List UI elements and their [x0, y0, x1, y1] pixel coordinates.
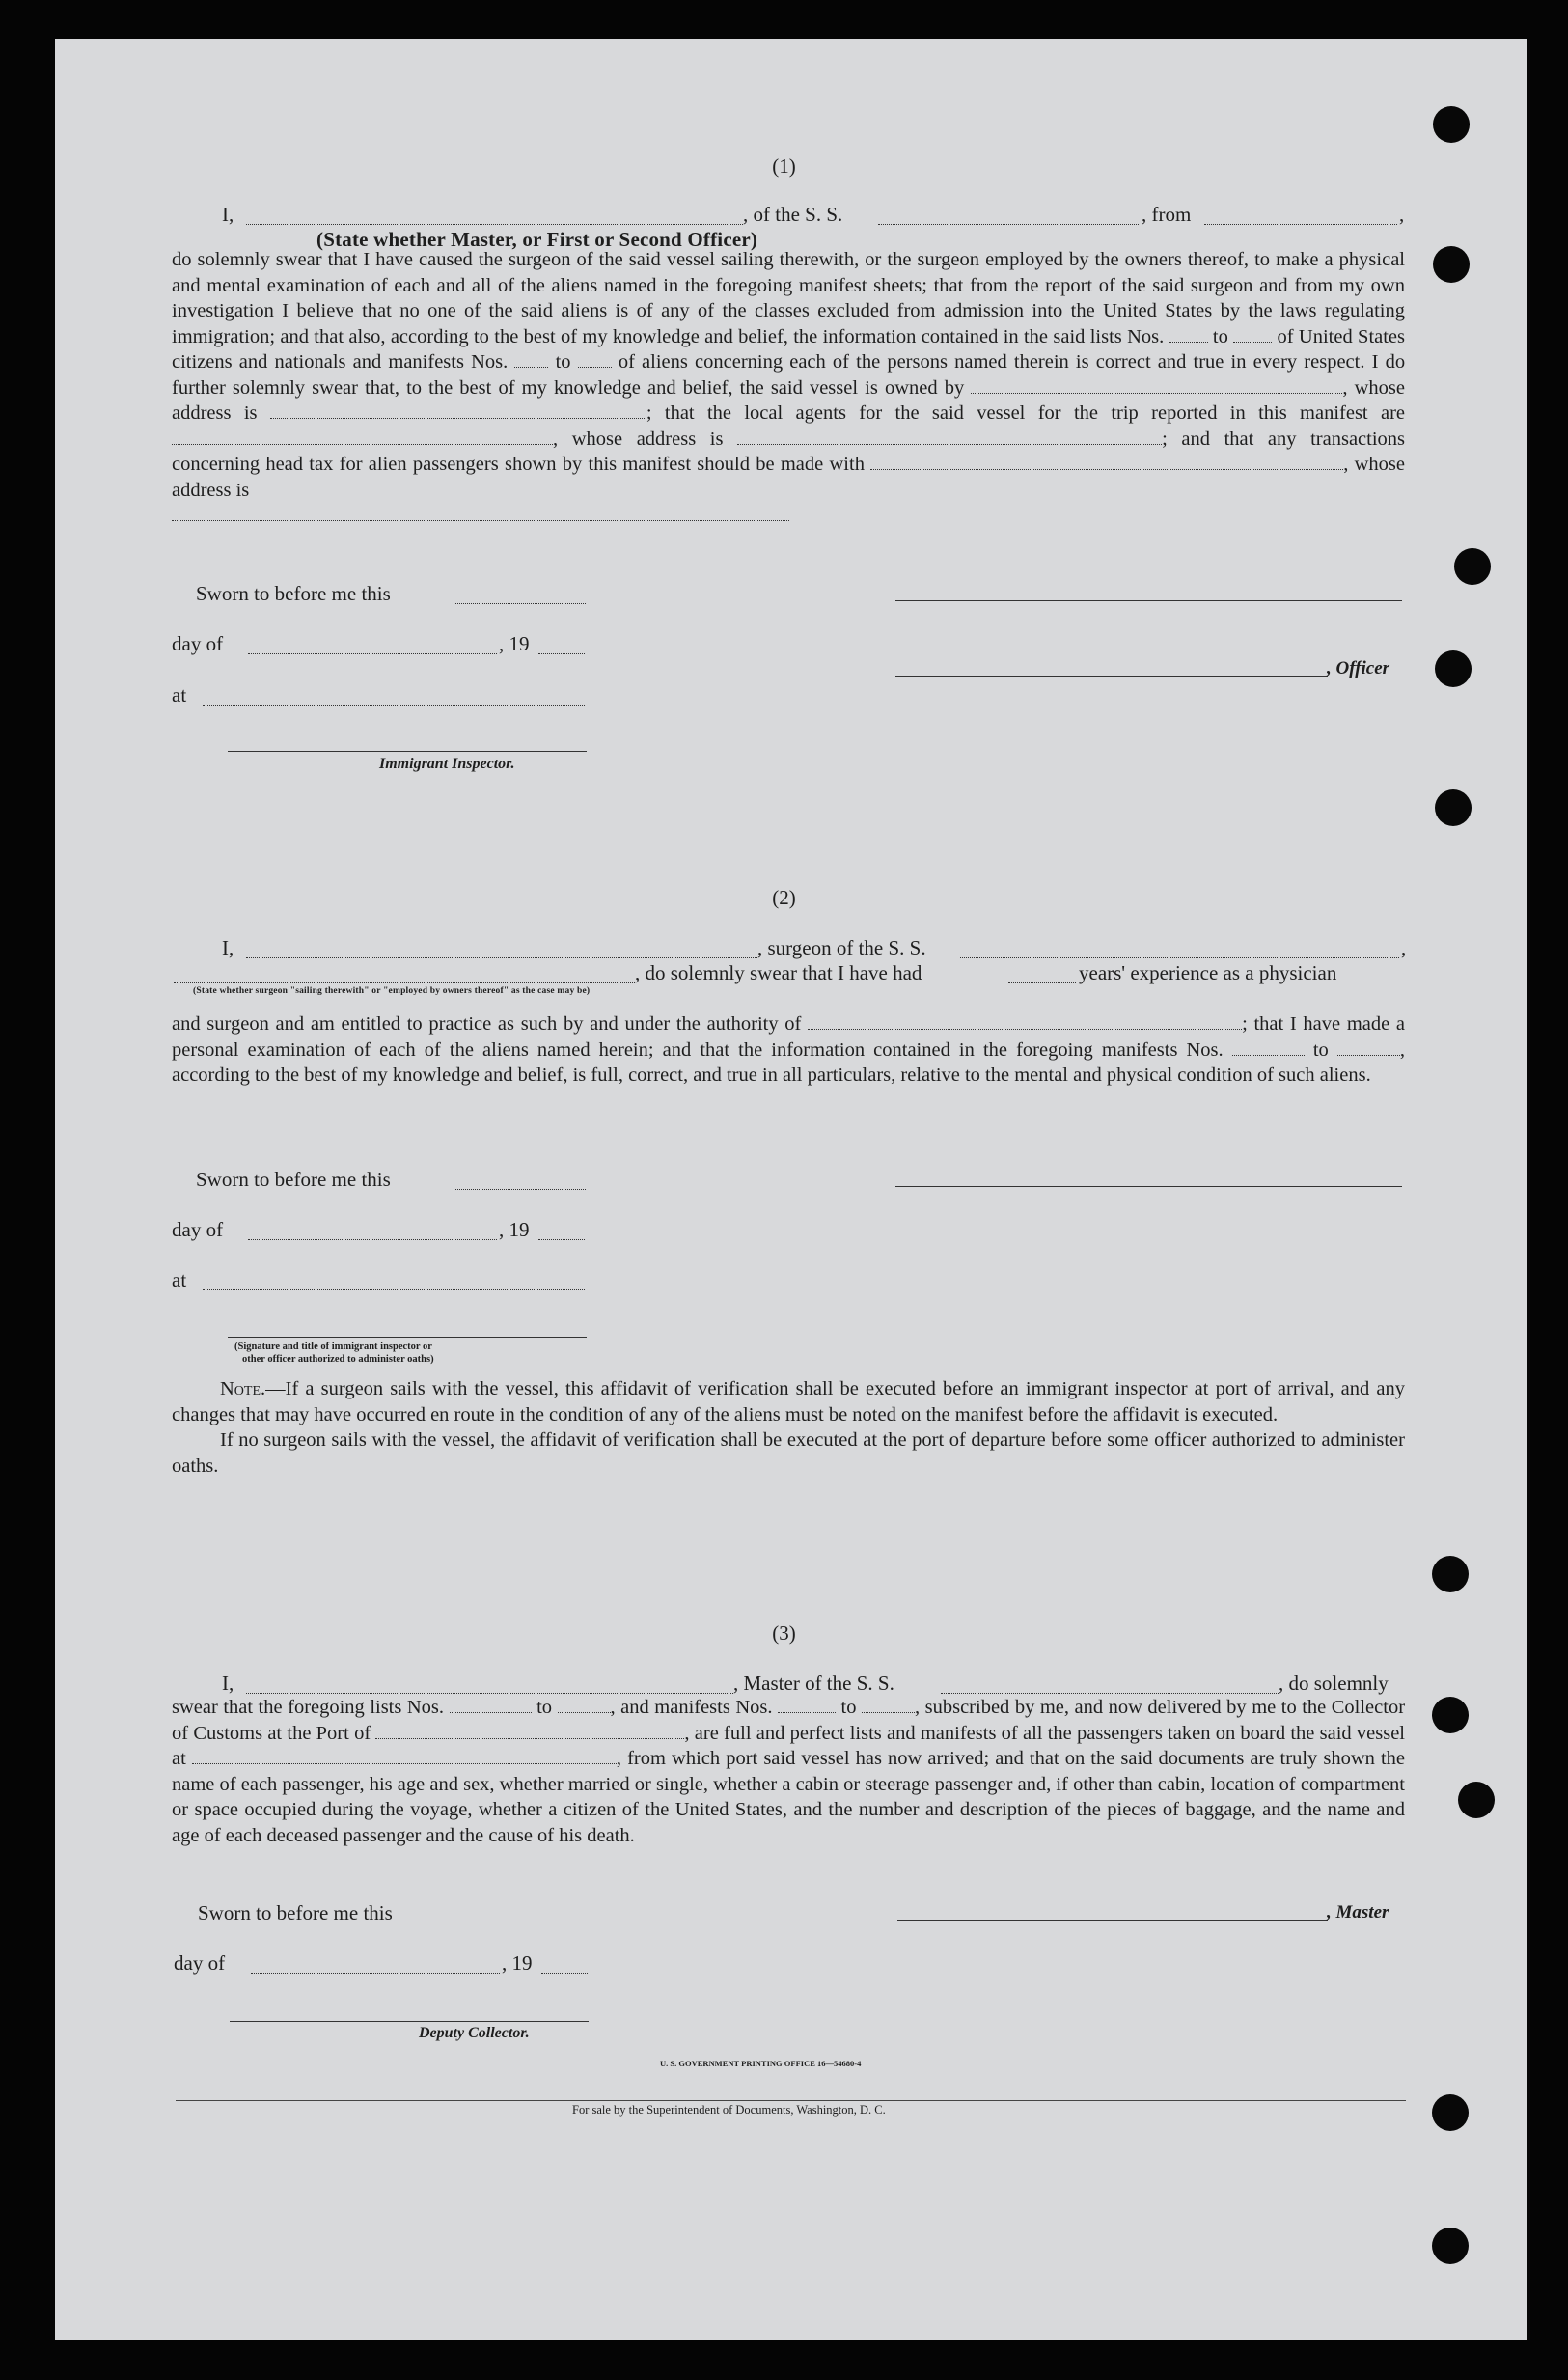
years-experience-field[interactable] — [1008, 965, 1076, 983]
year-field[interactable] — [538, 1222, 585, 1240]
section-1-text-2: of United States citizens and nationals and manifests Nos. — [172, 325, 1406, 373]
comma: , — [1401, 936, 1407, 959]
master-signature-line — [897, 1920, 1328, 1921]
inspector-label: Immigrant Inspector. — [379, 756, 515, 772]
day-of-label: day of — [174, 1951, 226, 1975]
note-block — [172, 1376, 1405, 1479]
note-text-1: —If a surgeon sails with the vessel, this affidavit of verification shall be executed before an immigrant inspector at port of arrival, and any changes that may have occurred en route in the condition of any of the aliens must be noted on the manifest before the affidavit is executed. — [172, 1378, 1405, 1425]
section-1-number: (1) — [772, 154, 796, 178]
to-label: to — [840, 1697, 857, 1718]
section-1-text-5: ; and that any transactions concerning head tax for alien passengers shown by this manifest should be made with — [172, 428, 1406, 475]
punch-hole — [1454, 548, 1491, 585]
at-label: at — [172, 1268, 187, 1291]
section-3-text-4: , from which port said vessel has now arrived; and that on the said documents are truly shown the name of each passenger, his age and sex, whether married or single, whether a cabin or steerage passenger and, if other than cabin, location of compartment or space occupied during the voyage, whether a citizen of the United States, and the number and description of the pieces of baggage, and the name and age of each deceased passenger and the cause of his death. — [172, 1748, 1406, 1846]
to-label: to — [1212, 325, 1228, 347]
authority-field[interactable] — [808, 1011, 1242, 1030]
year-field[interactable] — [538, 636, 585, 654]
section-1-body: do solemnly swear that I have caused the surgeon of the said vessel sailing therewith, or the surgeon employed by the owners thereof, to make a physical and mental examination of each and all of the aliens named in the foregoing manifest sheets; that from the report of the said surgeon and from my own investigation I believe that no one of the said aliens is of any of the classes excluded from admission into the United States by the laws regulating immigration; and that also, according to the best of my knowledge and belief, the information contained in the said lists Nos. to of United States citizens and nationals and manifests Nos. to of aliens concerning each of the persons named therein is correct and true in every respect. I do further solemnly swear that, to the best of my knowledge and belief, the said vessel is owned by , whose address is ; that the local agents for the said vessel for the trip reported in this manifest are , whose address is ; and that any transactions concerning head tax for alien passengers shown by this manifest should be made with , whose address is — [172, 247, 1405, 529]
section-3-text-2: , subscribed by me, and now delivered by me to the Collector of Customs at the Port of — [172, 1697, 1406, 1744]
manifests-from-field[interactable] — [1232, 1038, 1305, 1056]
punch-hole — [1435, 650, 1472, 687]
surgeon-type-field[interactable] — [174, 965, 635, 983]
to-label: to — [1312, 1038, 1329, 1061]
section-1-text-3: of aliens concerning each of the persons named therein is correct and true in every respect. I do further solemnly swear that, to the best of my knowledge and belief, the said vessel is owned by — [172, 351, 1406, 399]
sig-caption-1: (Signature and title of immigrant inspector or — [234, 1342, 432, 1352]
punch-hole — [1432, 1697, 1469, 1733]
whose-address-label: whose address is — [571, 428, 724, 450]
section-1-from: , from — [1142, 203, 1192, 226]
section-2-text-2: that I have made a personal examination of each of the aliens named herein; and that the information contained in the foregoing manifests Nos. — [172, 1013, 1406, 1061]
to-label: to — [555, 351, 571, 373]
section-1-text-1: do solemnly swear that I have caused the surgeon of the said vessel sailing therewith, or the surgeon employed by the owners thereof, to make a physical and mental examination of each and all of the aliens named in the foregoing manifest sheets; that from the report of the said surgeon and from my own investigation I believe that no one of the said aliens is of any of the classes excluded from admission into the United States by the laws regulating immigration; and that also, according to the best of my knowledge and belief, the information contained in the said lists Nos. — [172, 249, 1405, 347]
surgeon-ship-field[interactable] — [960, 940, 1399, 958]
section-1-of-ss: , of the S. S. — [743, 203, 843, 226]
lists-to-field[interactable] — [558, 1695, 611, 1713]
month-field[interactable] — [248, 636, 497, 654]
year-label: , 19 — [499, 632, 530, 655]
section-2-text-1: and surgeon and am entitled to practice as such by and under the authority of — [172, 1013, 802, 1035]
year-field[interactable] — [541, 1955, 588, 1974]
month-field[interactable] — [251, 1955, 500, 1974]
day-of-label: day of — [172, 632, 224, 655]
sworn-label: Sworn to before me this — [196, 1168, 391, 1191]
punch-hole — [1458, 1782, 1495, 1818]
footer-rule — [176, 2100, 1406, 2101]
ship-name-field[interactable] — [878, 207, 1139, 225]
lists-from-field[interactable] — [450, 1695, 532, 1713]
manifests-from-field[interactable] — [778, 1695, 836, 1713]
sworn-label: Sworn to before me this — [196, 582, 391, 605]
owner-field[interactable] — [971, 375, 1342, 394]
punch-hole — [1433, 106, 1470, 143]
note-text-2: If no surgeon sails with the vessel, the affidavit of verification shall be executed at the port of departure before some officer authorized to administer oaths. — [172, 1429, 1405, 1477]
punch-hole — [1432, 2094, 1469, 2131]
section-2-i: I, — [222, 936, 234, 959]
surgeon-name-field[interactable] — [246, 940, 757, 958]
punch-hole — [1433, 246, 1470, 283]
section-3-i: I, — [222, 1672, 234, 1695]
master-ship-field[interactable] — [941, 1675, 1279, 1694]
section-3-number: (3) — [772, 1621, 796, 1645]
year-label: , 19 — [502, 1951, 533, 1975]
section-2-body — [172, 1011, 1405, 1089]
sig-caption-2: other officer authorized to administer oaths) — [242, 1354, 434, 1365]
embarkation-port-field[interactable] — [192, 1746, 617, 1764]
punch-hole — [1435, 789, 1472, 826]
manifests-from-field[interactable] — [514, 349, 548, 368]
section-3-body — [172, 1695, 1405, 1848]
owner-address-field[interactable] — [270, 401, 646, 419]
at-label: at — [172, 683, 187, 706]
section-3-text-1: swear that the foregoing lists Nos. — [172, 1697, 445, 1718]
punch-hole — [1432, 1556, 1469, 1592]
head-tax-contact-field[interactable] — [870, 452, 1343, 470]
whose-address-label: , whose address is — [172, 376, 1405, 424]
agents-address-field[interactable] — [737, 427, 1162, 445]
inspector-signature-line — [228, 751, 587, 752]
comma: , — [1399, 203, 1405, 226]
master-name-field[interactable] — [246, 1675, 733, 1694]
manifests-to-field[interactable] — [1337, 1038, 1400, 1056]
lists-from-field[interactable] — [1169, 324, 1208, 343]
semicolon: ; — [1242, 1013, 1248, 1035]
officer-signature-line — [895, 676, 1328, 677]
day-of-label: day of — [172, 1218, 224, 1241]
collector-signature-line — [230, 2021, 589, 2022]
solemnly-label: , do solemnly — [1279, 1672, 1389, 1695]
port-field[interactable] — [375, 1721, 684, 1739]
gpo-imprint: U. S. GOVERNMENT PRINTING OFFICE 16—54680-4 — [660, 2059, 862, 2068]
sworn-day-field[interactable] — [455, 1172, 586, 1190]
section-3-text-3: , are full and perfect lists and manifests of all the passengers taken on board the said vessel at — [172, 1722, 1406, 1769]
lists-to-field[interactable] — [1233, 324, 1272, 343]
agents-field[interactable] — [172, 427, 553, 445]
head-tax-address-field[interactable] — [172, 503, 789, 521]
master-of-label: , Master of the S. S. — [733, 1672, 894, 1695]
whose-address-label: , whose address is — [172, 454, 1406, 501]
semicolon: ; — [646, 402, 652, 424]
month-field[interactable] — [248, 1222, 497, 1240]
surgeon-of-label: , surgeon of the S. S. — [757, 936, 926, 959]
signature-line — [895, 600, 1402, 601]
section-1-i: I, — [222, 203, 234, 226]
section-1-text-4: that the local agents for the said vessel for the trip reported in this manifest are — [664, 402, 1405, 424]
officer-name-field[interactable] — [246, 207, 743, 225]
inspector-signature-line — [228, 1337, 587, 1338]
sworn-label: Sworn to before me this — [198, 1901, 393, 1924]
to-label: to — [536, 1697, 553, 1718]
officer-label: , Officer — [1327, 658, 1390, 678]
section-2-text-3: , according to the best of my knowledge and belief, is full, correct, and true in all particulars, relative to the mental and physical condition of such aliens. — [172, 1038, 1406, 1086]
sale-notice: For sale by the Superintendent of Documents, Washington, D. C. — [572, 2103, 886, 2117]
section-2-number: (2) — [772, 886, 796, 909]
collector-label: Deputy Collector. — [419, 2025, 530, 2041]
and-manifests-label: , and manifests Nos. — [610, 1697, 773, 1718]
sworn-day-field[interactable] — [455, 586, 586, 604]
section-1-caption: (State whether Master, or First or Second Officer) — [316, 228, 758, 251]
sworn-day-field[interactable] — [457, 1905, 588, 1923]
section-2-caption: (State whether surgeon "sailing therewith" or "employed by owners thereof" as the case may be) — [193, 986, 591, 996]
from-port-field[interactable] — [1204, 207, 1397, 225]
master-label: , Master — [1327, 1902, 1389, 1923]
note-label: Note. — [220, 1378, 266, 1399]
at-place-field[interactable] — [203, 687, 585, 706]
manifests-to-field[interactable] — [578, 349, 612, 368]
years-label: years' experience as a physician — [1079, 961, 1337, 984]
at-place-field[interactable] — [203, 1272, 585, 1290]
manifests-to-field[interactable] — [862, 1695, 915, 1713]
year-label: , 19 — [499, 1218, 530, 1241]
signature-line — [895, 1186, 1402, 1187]
punch-hole — [1432, 2228, 1469, 2264]
solemnly-label: , do solemnly swear that I have had — [635, 961, 922, 984]
